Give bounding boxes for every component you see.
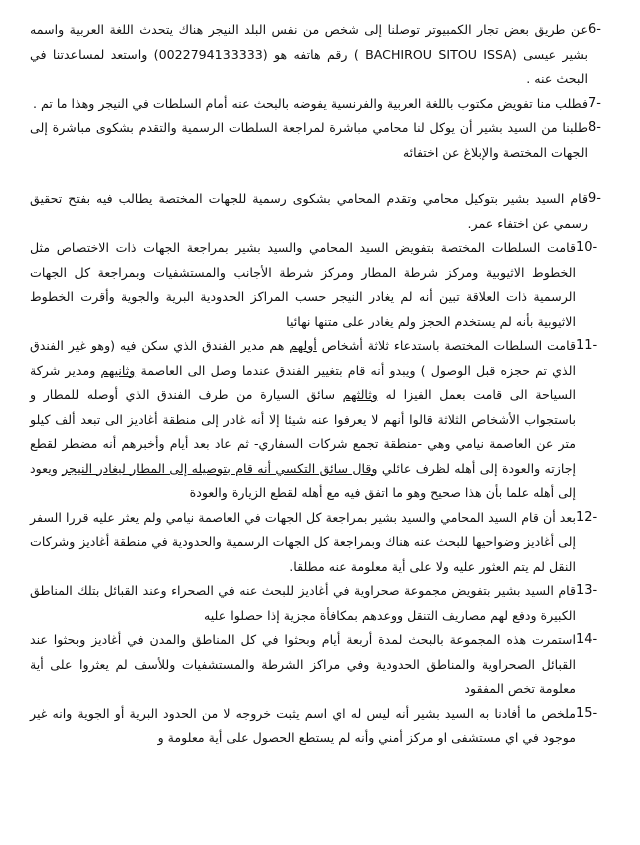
list-item-15: [30, 702, 618, 751]
item-text: قامت السلطات المختصة بتفويض السيد المحامي والسيد بشير بمراجعة الجهات ذات الاختصاص مثل الخطوط الاثيوبية ومركز شرطة المطار ومركز شرطة الأجانب والمستشفيات وبمراجعة كل الجهات الرسمية ذات العلاقة تبين أنه لم يغادر النيجر حسب المراكز الحدودية البرية والجوية وأقرت الخطوط الاثيوبية بأنه لم يستخدم الحجز ولم يغادر على متنها نهائيا: [30, 240, 576, 329]
list-item-10: [30, 236, 618, 334]
text-run: ومدير شركة السياحة الى قامت بعمل الفيزا له: [30, 362, 576, 402]
text-run: هم مدير الفندق الذي سكن فيه (وهو غير الفندق الذي تم حجزه قبل الوصول ) ويبدو أنه قام بتغيير الفندق عندما وصل الى العاصمة: [30, 338, 576, 378]
item-text: فطلب منا تفويض مكتوب باللغة العربية والفرنسية يفوضه بالبحث عنه أمام السلطات في النيجر وهذا ما تم .: [33, 95, 588, 111]
list-item-14: [30, 628, 618, 702]
item-text: [30, 334, 576, 506]
list-item-11: [30, 334, 618, 506]
text-run: ويعود إلى أهله علما بأن هذا صحيح وهو ما اتفق فيه مع أهله لقطع الزيارة والعودة: [30, 460, 576, 500]
text-run: قامت السلطات المختصة باستدعاء ثلاثة أشخاص: [316, 338, 576, 353]
item-number: 9-: [588, 191, 601, 206]
underlined-text-second: وثانيهم: [100, 362, 136, 378]
item-text: ملخص ما أفادنا به السيد بشير أنه ليس له اي اسم يثبت خروجه لا من الحدود البرية أو الجوية وانه غير موجود في اي مستشفى او مركز أمني وأنه لم يستطع الحصول على أية معلومة و: [30, 705, 576, 745]
item-number: 12-: [576, 509, 598, 525]
underlined-text-third: وثالثهم: [342, 387, 378, 402]
item-text: بعد أن قام السيد المحامي والسيد بشير بمراجعة كل الجهات في العاصمة نيامي ولم يعثر عليه قررا السفر إلى أغاديز وضواحيها للبحث عنه هناك وبمراجعة كل الجهات الرسمية والحدودية في منطقة أغاديز وشركات النقل لم يتم العثور عليه ولا على أية معلومة عنه مطلقا.: [30, 509, 576, 574]
item-text: قام السيد بشير بتفويض مجموعة صحراوية في أغاديز للبحث عنه في الصحراء وعند القبائل بتلك المناطق الكبيرة ودفع لهم مصاريف التنقل ووعدهم بمكافأة مجزية إذا حصلوا عليه: [30, 583, 576, 623]
item-text: قام السيد بشير بتوكيل محامي وتقدم المحامي بشكوى رسمية للجهات المختصة يطالب فيه بفتح تحقيق رسمي عن اختفاء عمر.: [30, 191, 588, 231]
text-run: سائق السيارة من طرف الفندق الذي أوصله للمطار و باستجواب الأشخاص الثلاثة قالوا أنهم لا يعرفوا عنه شيئا إلا أنه غادر إلى منطقة أغاديز الى تبعد ألف كيلو متر عن العاصمة نيامي وهي -منطقة تجمع شركات السفاري- ثم عاد بعد أيام وأخبرهم أنه مضطر لقطع إجازته والعودة إلى أهله لظرف عائلي: [30, 387, 576, 476]
item-number: 10-: [576, 240, 598, 255]
list-item-12: [30, 506, 618, 580]
item-text: استمرت هذه المجموعة بالبحث لمدة أربعة أيام وبحثوا في كل المناطق والمدن في أغاديز وبحثوا عند القبائل الصحراوية والمناطق الحدودية وفي مراكز الشرطة والمستشفيات وللأسف لم يعثروا على أية معلومة تخص المفقود: [30, 632, 576, 696]
item-number: 15-: [576, 705, 598, 721]
list-item-13: [30, 579, 618, 628]
list-item-8: [30, 116, 618, 165]
list-item-9: [30, 187, 618, 236]
underlined-text-first: أولهم: [289, 338, 317, 353]
item-number: 13-: [576, 583, 598, 598]
item-number: 6-: [588, 22, 601, 37]
item-number: 7-: [588, 95, 601, 111]
paragraph-gap: [30, 165, 618, 187]
item-number: 11-: [576, 338, 598, 353]
list-item-7: [30, 92, 618, 117]
item-text: عن طريق بعض تجار الكمبيوتر توصلنا إلى شخص من نفس البلد النيجر هناك يتحدث اللغة العربية واسمه بشير عيسى (BACHIROU SITOU ISSA ) رقم هاتفه هو (0022794133333) واستعد لمساعدتنا في البحث عنه .: [30, 22, 588, 86]
list-item-6: [30, 18, 618, 92]
item-number: 14-: [576, 632, 598, 647]
underlined-text-taxi-driver: وقال سائق التكسي أنه قام بتوصيله إلى المطار ليغادر النيجر: [62, 460, 378, 476]
item-number: 8-: [588, 120, 601, 135]
item-text: طلبنا من السيد بشير أن يوكل لنا محامي مباشرة لمراجعة السلطات الرسمية والتقدم بشكوى مباشرة إلى الجهات المختصة والإبلاغ عن اختفائه: [30, 120, 588, 160]
document-page: [30, 18, 618, 751]
